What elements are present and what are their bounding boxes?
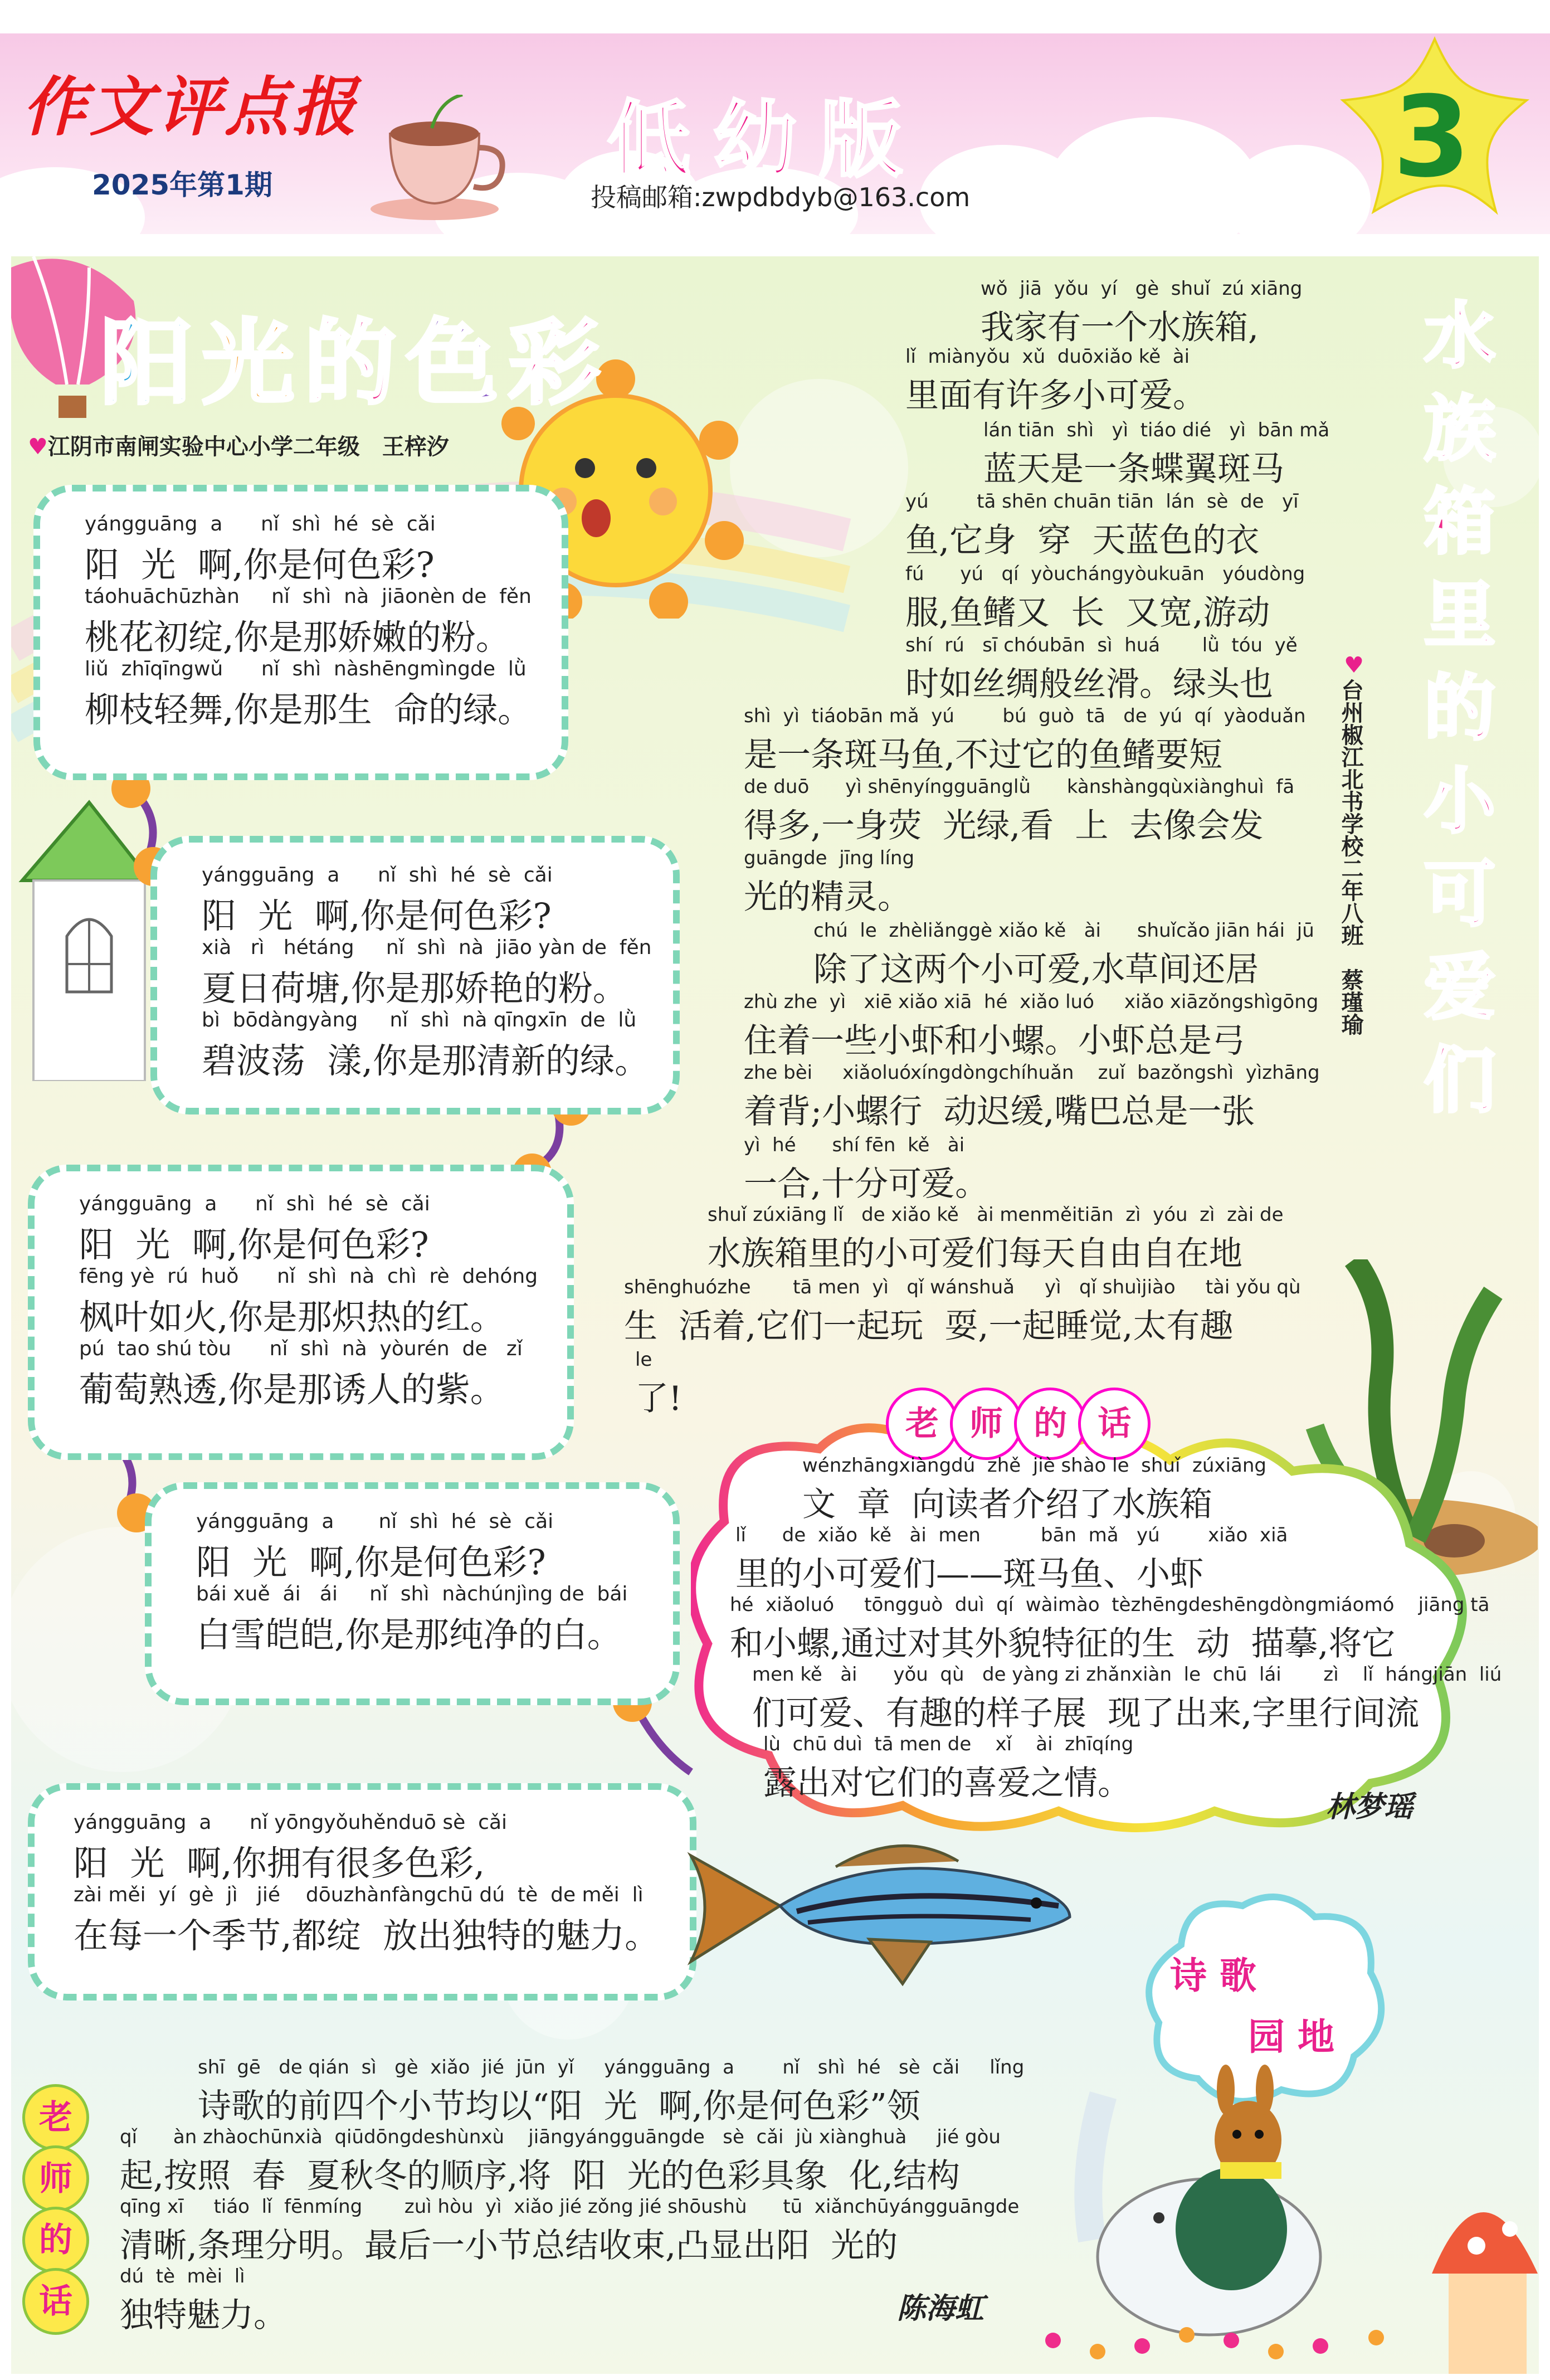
text-line: 枫叶如火,你是那炽热的红。	[79, 1297, 505, 1337]
text-line: 了!	[635, 1379, 683, 1418]
pinyin-line: qīng xī tiáo lǐ fēnmíng zuì hòu yì xiǎo jié zǒng jié shōushù tū xiǎnchūyángguāngde	[120, 2196, 1020, 2218]
text-line: 生 活着,它们一起玩 耍,一起睡觉,太有趣	[624, 1307, 1234, 1346]
text-line: 里的小可爱们——斑马鱼、小虾	[735, 1555, 1203, 1594]
text-line: 得多,一身荧 光绿,看 上 去像会发	[744, 806, 1264, 845]
poem-stanza-5	[28, 1783, 696, 2001]
poetry-garden-line2: 园 地	[1248, 2015, 1334, 2058]
title-bubble: 话	[1078, 1388, 1151, 1460]
text-line: 们可爱、有趣的样子展 现了出来,字里行间流	[752, 1694, 1420, 1733]
pinyin-line: zài měi yí gè jì jié dōuzhànfàngchū dú tè de měi lì	[74, 1883, 644, 1906]
pinyin-line: wénzhāngxiàngdú zhě jiè shào le shuǐ zúxiāng	[802, 1454, 1266, 1477]
text-line: 阳 光 啊,你是何色彩?	[85, 544, 435, 585]
pinyin-line: bì bōdàngyàng nǐ shì nà qīngxīn de lǜ	[202, 1009, 637, 1031]
text-line: 阳 光 啊,你是何色彩?	[202, 895, 552, 936]
pinyin-line: de duō yì shēnyíngguānglǜ kànshàngqùxiànghuì fā	[744, 776, 1295, 798]
pinyin-line: yú tā shēn chuān tiān lán sè de yī	[905, 490, 1299, 513]
article-line	[905, 563, 1305, 633]
article-title-char: 族	[1424, 388, 1495, 471]
poem-stanza-2	[150, 836, 680, 1114]
text-line: 是一条斑马鱼,不过它的鱼鳍要短	[744, 736, 1223, 775]
article-line	[624, 1276, 1301, 1346]
article-title-char: 爱	[1424, 946, 1495, 1029]
text-line: 在每一个季节,都绽 放出独特的魅力。	[74, 1915, 660, 1956]
pinyin-line: fēng yè rú huǒ nǐ shì nà chì rè dehóng	[79, 1265, 538, 1288]
poem-author-text: 江阴市南闸实验中心小学二年级 王梓汐	[47, 434, 449, 460]
pinyin-line: shì yì tiáobān mǎ yú bú guò tā de yú qí yàoduǎn	[744, 705, 1306, 727]
pinyin-line: dú tè mèi lì	[120, 2265, 245, 2287]
article-line	[744, 1062, 1320, 1132]
comment-line	[802, 1454, 1266, 1525]
text-line: 阳 光 啊,你是何色彩?	[79, 1224, 429, 1265]
article-title-char: 箱	[1424, 481, 1495, 564]
poem-title-char: 彩	[508, 310, 610, 417]
pinyin-line: lù chū duì tā men de xǐ ài zhīqíng	[763, 1733, 1134, 1755]
article-line	[708, 1204, 1284, 1274]
poem-stanza-3	[28, 1165, 574, 1460]
text-line: 文 章 向读者介绍了水族箱	[802, 1485, 1213, 1524]
poem-title-char: 光	[202, 310, 304, 417]
pinyin-line: liǔ zhīqīngwǔ nǐ shì nàshēngmìngde lǜ	[85, 658, 527, 680]
article-line	[744, 847, 914, 917]
zebra-fish-icon	[669, 1822, 1081, 1989]
pinyin-line: lǐ de xiǎo kě ài men bān mǎ yú xiǎo xiā	[735, 1524, 1288, 1546]
comment-line	[730, 1594, 1489, 1664]
article-author	[1337, 652, 1371, 1035]
text-line: 夏日荷塘,你是那娇艳的粉。	[202, 968, 627, 1009]
text-line: 里面有许多小可爱。	[905, 376, 1206, 415]
label-bubble: 师	[22, 2145, 89, 2212]
text-line: 光的精灵。	[744, 878, 911, 917]
pinyin-line: lán tiān shì yì tiáo dié yì bān mǎ	[983, 419, 1330, 441]
text-line: 柳枝轻舞,你是那生 命的绿。	[85, 689, 533, 730]
text-line: 葡萄熟透,你是那诱人的紫。	[79, 1369, 505, 1410]
pinyin-line: yángguāng a nǐ yōngyǒuhěnduō sè cǎi	[74, 1811, 508, 1834]
poem-stanza-1	[33, 485, 568, 780]
article-line	[981, 278, 1302, 348]
pinyin-line: men kě ài yǒu qù de yàng zi zhǎnxiàn le chū lái zì lǐ hángjiān liú	[752, 1663, 1502, 1686]
elephant-with-rabbit-icon	[1059, 2062, 1371, 2340]
heart-icon: ♥	[28, 434, 48, 460]
pinyin-line: zhù zhe yì xiē xiǎo xiā hé xiǎo luó xiǎo xiāzǒngshìgōng	[744, 991, 1319, 1013]
article-title	[1412, 290, 1507, 1127]
text-line: 时如丝绸般丝滑。绿头也	[905, 665, 1273, 704]
teacher-signature: 陈海虹	[897, 2291, 984, 2325]
article-line	[744, 991, 1318, 1061]
article-line	[905, 634, 1298, 704]
text-line: 住着一些小虾和小螺。小虾总是弓	[744, 1021, 1245, 1060]
text-line: 独特魅力。	[120, 2296, 287, 2335]
page-number: 3	[1393, 72, 1471, 202]
teacher-signature: 林梦瑶	[1326, 1790, 1413, 1824]
newspaper-name: 作文评点报	[22, 70, 359, 145]
text-line: 清晰,条理分明。最后一小节总结收束,凸显出阳 光的	[120, 2226, 898, 2265]
pinyin-line: yángguāng a nǐ shì hé sè cǎi	[85, 513, 436, 536]
text-line: 我家有一个水族箱,	[981, 308, 1259, 347]
comment-line	[752, 1663, 1502, 1734]
mushroom-house-icon	[1426, 2162, 1538, 2374]
poetry-garden-line1: 诗 歌	[1170, 1954, 1256, 1997]
edition-title: 低幼版	[607, 92, 925, 189]
poem-title-char: 阳	[100, 310, 202, 417]
poetry-garden-label	[1170, 1945, 1334, 2067]
text-line: 碧波荡 漾,你是那清新的绿。	[202, 1040, 650, 1081]
text-line: 服,鱼鳍又 长 又宽,游动	[905, 593, 1270, 632]
article-title-char: 里	[1424, 574, 1495, 657]
article-line	[983, 419, 1329, 489]
text-line: 一合,十分可爱。	[744, 1165, 989, 1204]
article-line	[905, 490, 1299, 561]
text-line: 鱼,它身 穿 天蓝色的衣	[905, 521, 1260, 560]
text-line: 阳 光 啊,你是何色彩?	[196, 1542, 546, 1583]
article-line	[744, 705, 1306, 775]
pinyin-line: yì hé shí fēn kě ài	[744, 1134, 965, 1156]
article-title-char: 可	[1424, 853, 1495, 936]
title-bubble: 师	[950, 1388, 1022, 1460]
text-line: 水族箱里的小可爱们每天自由自在地	[708, 1234, 1242, 1273]
article-line	[744, 1134, 988, 1204]
pinyin-line: lǐ miànyǒu xǔ duōxiǎo kě ài	[905, 345, 1190, 368]
pinyin-line: shuǐ zúxiāng lǐ de xiǎo kě ài menměitiān zì yóu zì zài de	[708, 1204, 1284, 1226]
article-line	[813, 919, 1314, 990]
text-line: 起,按照 春 夏秋冬的顺序,将 阳 光的色彩具象 化,结构	[120, 2157, 960, 2196]
text-line: 和小螺,通过对其外貌特征的生 动 描摹,将它	[730, 1624, 1396, 1663]
title-bubble: 老	[886, 1388, 958, 1460]
text-line: 阳 光 啊,你拥有很多色彩,	[74, 1843, 485, 1883]
pinyin-line: yángguāng a nǐ shì hé sè cǎi	[196, 1510, 554, 1533]
comment-line	[763, 1733, 1133, 1803]
teacher-comment-title	[886, 1388, 1139, 1460]
poem-title-char: 色	[406, 310, 508, 417]
pinyin-line: pú tao shú tòu nǐ shì nà yòurén de zǐ	[79, 1337, 523, 1360]
poem-title-char: 的	[304, 310, 406, 417]
issue-number: 2025年第1期	[92, 169, 272, 201]
pinyin-line: wǒ jiā yǒu yí gè shuǐ zú xiāng	[981, 278, 1303, 300]
article-title-char: 小	[1424, 760, 1495, 843]
teacher-comment-label-vertical	[22, 2084, 72, 2329]
text-line: 露出对它们的喜爱之情。	[763, 1764, 1131, 1803]
pinyin-line: hé xiǎoluó tōngguò duì qí wàimào tèzhēngdeshēngdòngmiáomó jiāng tā	[730, 1594, 1490, 1616]
pinyin-line: yángguāng a nǐ shì hé sè cǎi	[202, 864, 553, 887]
article-title-char: 的	[1424, 667, 1495, 750]
article-line	[635, 1349, 682, 1419]
text-line: 白雪皑皑,你是那纯净的白。	[196, 1614, 622, 1655]
text-line: 着背;小螺行 动迟缓,嘴巴总是一张	[744, 1092, 1255, 1131]
text-line: 蓝天是一条蝶翼斑马	[983, 450, 1284, 489]
submission-email: 投稿邮箱:zwpdbdyb@163.com	[591, 182, 971, 212]
comment-line	[735, 1524, 1288, 1594]
pinyin-line: shī gē de qián sì gè xiǎo jié jūn yǐ yángguāng a nǐ shì hé sè cǎi lǐng	[198, 2056, 1025, 2079]
pinyin-line: shí rú sī chóubān sì huá lǜ tóu yě	[905, 634, 1298, 656]
pinyin-line: fú yú qí yòuchángyòukuān yóudòng	[905, 563, 1305, 585]
pinyin-line: yángguāng a nǐ shì hé sè cǎi	[79, 1193, 430, 1215]
article-title-char: 水	[1424, 295, 1495, 378]
article-title-char: 们	[1424, 1039, 1495, 1122]
text-line: 桃花初绽,你是那娇嫩的粉。	[85, 617, 510, 658]
poem-stanza-4	[145, 1482, 680, 1705]
heart-icon: ♥	[1344, 653, 1364, 678]
comment-line	[120, 2126, 1001, 2196]
pinyin-line: táohuāchūzhàn nǐ shì nà jiāonèn de fěn	[85, 585, 532, 608]
pinyin-line: guāngde jīng líng	[744, 847, 915, 869]
label-bubble: 老	[22, 2084, 89, 2151]
pinyin-line: shēnghuózhe tā men yì qǐ wánshuǎ yì qǐ shuìjiào tài yǒu qù	[624, 1276, 1301, 1298]
comment-line	[120, 2265, 287, 2335]
pinyin-line: xià rì hétáng nǐ shì nà jiāo yàn de fěn	[202, 936, 652, 959]
pinyin-line: le	[635, 1349, 652, 1371]
comment-line	[198, 2056, 1024, 2126]
flower-row-decoration	[1031, 2313, 1421, 2374]
pinyin-line: qǐ àn zhàochūnxià qiūdōngdeshùnxù jiāngyángguāngde sè cǎi jù xiànghuà jié gòu	[120, 2126, 1001, 2148]
pinyin-line: bái xuě ái ái nǐ shì nàchúnjìng de bái	[196, 1583, 628, 1605]
label-bubble: 话	[22, 2268, 89, 2335]
article-line	[905, 345, 1206, 416]
article-author-text: 台州椒江北书学校二年八班 蔡瑾瑜	[1338, 679, 1363, 1035]
title-bubble: 的	[1014, 1388, 1086, 1460]
comment-line	[120, 2196, 1019, 2266]
pinyin-line: chú le zhèliǎnggè xiǎo kě ài shuǐcǎo jiān hái jū	[813, 919, 1314, 942]
label-bubble: 的	[22, 2207, 89, 2274]
pinyin-line: zhe bèi xiǎoluóxíngdòngchíhuǎn zuǐ bazǒngshì yìzhāng	[744, 1062, 1320, 1084]
article-line	[744, 776, 1294, 846]
text-line: 诗歌的前四个小节均以“阳 光 啊,你是何色彩”领	[198, 2087, 920, 2126]
text-line: 除了这两个小可爱,水草间还居	[813, 950, 1259, 989]
